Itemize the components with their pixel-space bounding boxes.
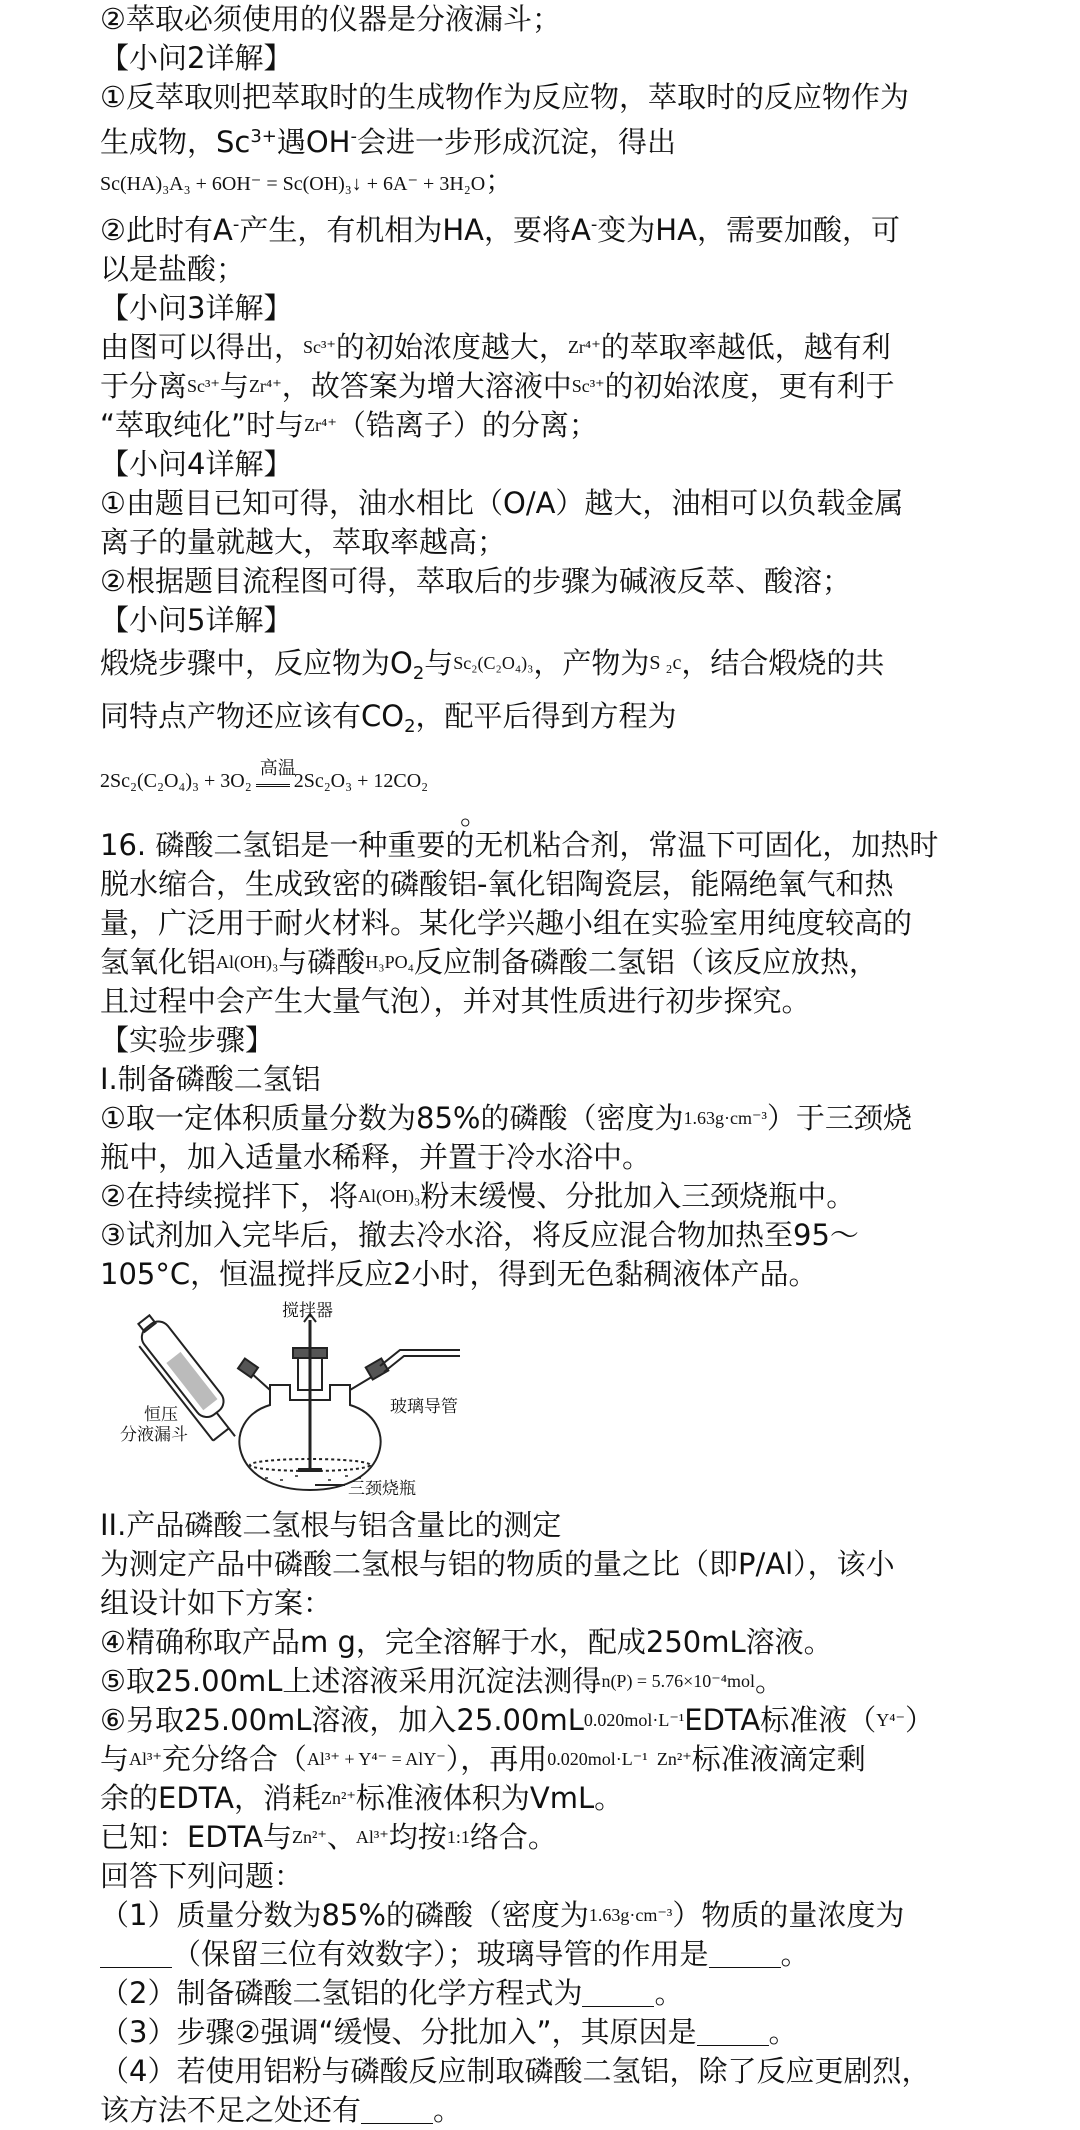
question-item: （4）若使用铝粉与磷酸反应制取磷酸二氢铝，除了反应更剧烈， <box>100 2054 931 2088</box>
answer-blank[interactable] <box>361 2097 433 2124</box>
label-stirrer: 搅拌器 <box>282 1301 333 1321</box>
text-line: ①由题目已知可得，油水相比（O/A）越大，油相可以负载金属 <box>100 486 904 520</box>
step-text: 已知：EDTA与Zn²⁺、Al³⁺均按1:1络合。 <box>100 1820 557 1854</box>
text-line: ②此时有A-产生，有机相为HA，要将A-变为HA，需要加酸，可 <box>100 213 900 247</box>
question-item: 该方法不足之处还有 。 <box>100 2093 463 2127</box>
step-text: 瓶中，加入适量水稀释，并置于冷水浴中。 <box>100 1140 652 1174</box>
step-text: 105°C，恒温搅拌反应2小时，得到无色黏稠液体产品。 <box>100 1257 818 1291</box>
answer-blank[interactable] <box>709 1941 781 1968</box>
question-text: 且过程中会产生大量气泡），并对其性质进行初步探究。 <box>100 984 811 1018</box>
text-line: 离子的量就越大，萃取率越高； <box>100 525 507 559</box>
equation: Sc(HA)₃A₃ + 6OH⁻ = Sc(OH)₃↓ + 6A⁻ + 3H₂O； <box>100 164 514 197</box>
section-heading: 【小问5详解】 <box>100 603 293 637</box>
text-line: 。 <box>460 797 490 831</box>
question-text: 氢氧化铝Al(OH)₃与磷酸H₃PO₄反应制备磷酸二氢铝（该反应放热， <box>100 945 878 979</box>
question-item: （保留三位有效数字）；玻璃导管的作用是 。 <box>100 1935 1020 1974</box>
answer-blank[interactable] <box>582 1980 654 2007</box>
answer-blank[interactable] <box>697 2019 769 2046</box>
question-text: 16. 磷酸二氢铝是一种重要的无机粘合剂，常温下可固化，加热时 <box>100 828 939 862</box>
section-heading: 【小问2详解】 <box>100 41 293 75</box>
step-text: 余的EDTA，消耗Zn²⁺标准液体积为VmL。 <box>100 1781 624 1815</box>
text-line: “萃取纯化”时与Zr⁴⁺（锆离子）的分离； <box>100 408 598 442</box>
section-heading: 【小问4详解】 <box>100 447 293 481</box>
step-text: ⑤取25.00mL上述溶液采用沉淀法测得n(P) = 5.76×10⁻⁴mol。 <box>100 1664 785 1698</box>
section-heading: 【小问3详解】 <box>100 291 293 325</box>
section-heading: I.制备磷酸二氢铝 <box>100 1062 321 1096</box>
label-glass-tube: 玻璃导管 <box>390 1397 458 1417</box>
question-text: 量，广泛用于耐火材料。某化学兴趣小组在实验室用纯度较高的 <box>100 906 913 940</box>
step-text: ③试剂加入完毕后，撤去冷水浴，将反应混合物加热至95～ <box>100 1218 859 1252</box>
step-text: 为测定产品中磷酸二氢根与铝的物质的量之比（即P/Al），该小 <box>100 1547 895 1581</box>
step-text: ①取一定体积质量分数为85%的磷酸（密度为1.63g·cm⁻³）于三颈烧 <box>100 1101 912 1135</box>
label-funnel-2: 分液漏斗 <box>120 1425 188 1445</box>
step-text: ④精确称取产品m g，完全溶解于水，配成250mL溶液。 <box>100 1625 833 1659</box>
text-line: 由图可以得出，Sc³⁺的初始浓度越大，Zr⁴⁺的萃取率越低，越有利 <box>100 330 891 364</box>
question-item: （1）质量分数为85%的磷酸（密度为1.63g·cm⁻³）物质的量浓度为 <box>100 1898 905 1932</box>
text-line: 同特点产物还应该有$CO_2$，配平后得到方程为 <box>100 699 677 737</box>
label-three-neck-flask: 三颈烧瓶 <box>348 1479 416 1499</box>
question-text: 脱水缩合，生成致密的磷酸铝-氧化铝陶瓷层，能隔绝氧气和热 <box>100 867 894 901</box>
text-line: ②根据题目流程图可得，萃取后的步骤为碱液反萃、酸溶； <box>100 564 851 598</box>
apparatus-figure <box>100 1300 500 1500</box>
question-item: （2）制备磷酸二氢铝的化学方程式为 。 <box>100 1976 684 2010</box>
text-line: ①反萃取则把萃取时的生成物作为反应物，萃取时的反应物作为 <box>100 80 909 114</box>
label-funnel-1: 恒压 <box>144 1405 178 1425</box>
step-text: 与Al³⁺充分络合（Al³⁺ + Y⁴⁻ = AlY⁻），再用0.020mol·L⁻¹ Zn²⁺标准液滴定剩 <box>100 1742 866 1776</box>
equation: 2Sc₂(C₂O₄)₃ + 3O₂ 高温 2Sc₂O₃ + 12CO₂ <box>100 758 429 792</box>
step-text: 组设计如下方案： <box>100 1586 333 1620</box>
step-text: ⑥另取25.00mL溶液，加入25.00mL0.020mol·L⁻¹EDTA标准液（Y⁴⁻） <box>100 1703 935 1737</box>
answer-blank[interactable] <box>100 1941 172 1968</box>
section-heading: II.产品磷酸二氢根与铝含量比的测定 <box>100 1508 562 1542</box>
text-line: 生成物，$Sc^{3+}$遇OH-会进一步形成沉淀，得出 <box>100 125 676 159</box>
text-line: 以是盐酸； <box>100 252 246 286</box>
text-line: 煅烧步骤中，反应物为$O_2$与Sc₂(C₂O₄)₃，产物为S ₂c，结合煅烧的共 <box>100 646 885 684</box>
step-text: 回答下列问题： <box>100 1859 304 1893</box>
question-item: （3）步骤②强调“缓慢、分批加入”，其原因是 。 <box>100 2015 798 2049</box>
step-text: ②在持续搅拌下，将Al(OH)₃粉末缓慢、分批加入三颈烧瓶中。 <box>100 1179 856 1213</box>
text-line: 于分离Sc³⁺与Zr⁴⁺，故答案为增大溶液中Sc³⁺的初始浓度，更有利于 <box>100 369 895 403</box>
section-heading: 【实验步骤】 <box>100 1023 275 1057</box>
text-line: ②萃取必须使用的仪器是分液漏斗； <box>100 2 561 36</box>
